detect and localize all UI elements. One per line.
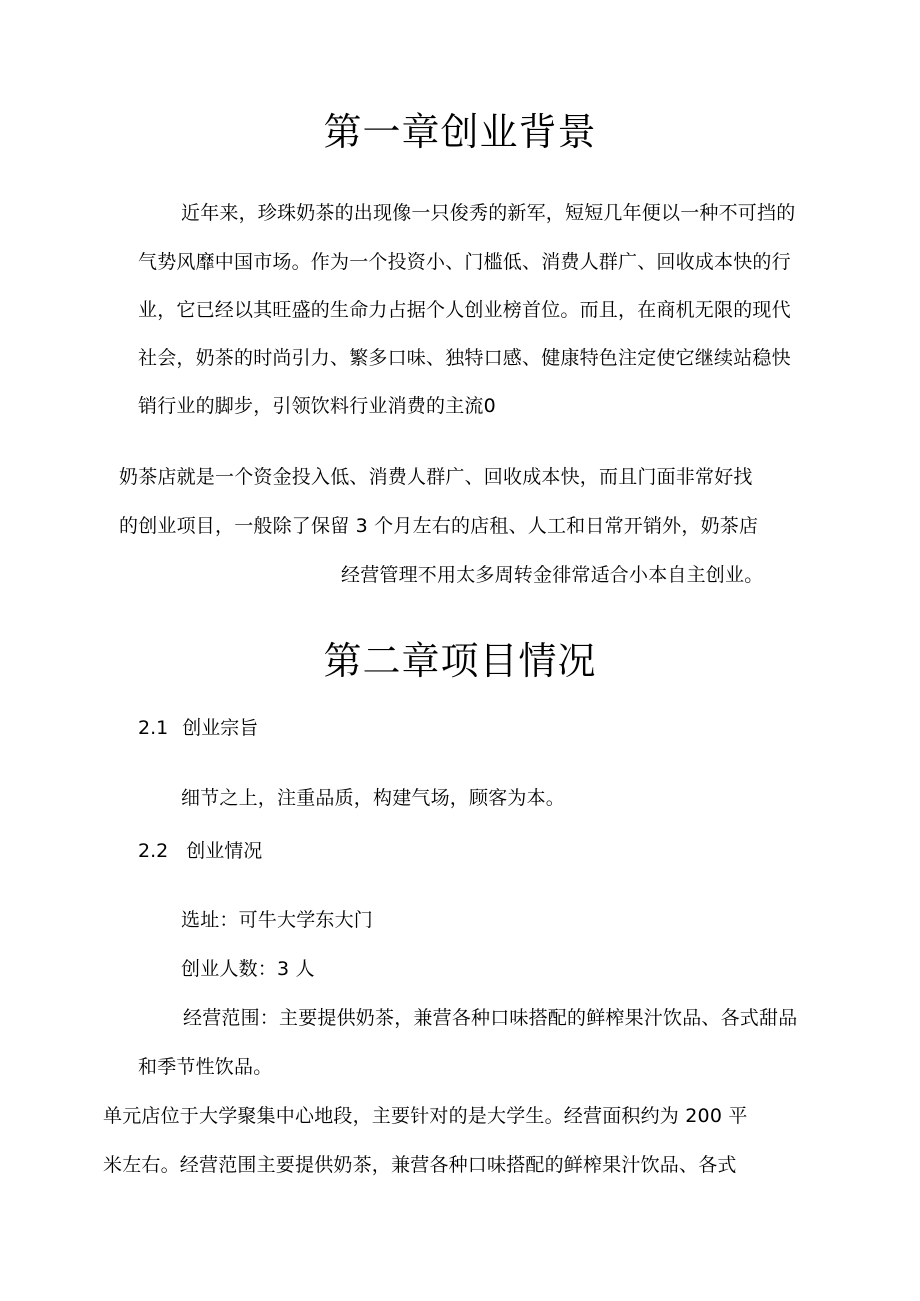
scope-line-2: 和季节性饮品。: [138, 1056, 273, 1078]
section-number: 2.1: [138, 717, 169, 739]
site-text: 选址：可牛大学东大门: [181, 909, 374, 931]
chapter-1-para-2-line-1: 奶茶店就是一个资金投入低、消费人群广、回收成本快，而且门面非常好找: [119, 466, 753, 488]
section-title: 创业宗旨: [182, 717, 259, 739]
unit-para-line-1: 单元店位于大学聚集中心地段，主要针对的是大学生。经营面积约为 200 平: [103, 1105, 748, 1127]
chapter-1-para-2-line-2: 的创业项目，一般除了保留 3 个月左右的店租、人工和日常开销外，奶茶店: [119, 515, 759, 537]
section-number: 2.2: [138, 840, 169, 862]
chapter-1-para-1-line-4: 社会，奶茶的时尚引力、繁多口味、独特口感、健康特色注定使它继续站稳快: [138, 347, 791, 369]
chapter-2-title: 第二章项目情况: [323, 639, 597, 683]
scope-line-1: 经营范围：主要提供奶茶，兼营各种口味搭配的鲜榨果汁饮品、各式甜品: [183, 1007, 798, 1029]
chapter-1-para-1-line-1: 近年来，珍珠奶茶的出现像一只俊秀的新军，短短几年便以一种不可挡的: [181, 202, 796, 224]
chapter-1-para-1-line-3: 业，它已经以其旺盛的生命力占据个人创业榜首位。而且，在商机无限的现代: [138, 299, 791, 321]
mission-text: 细节之上，注重品质，构建气场，顾客为本。: [181, 787, 566, 809]
section-2-2-heading: [138, 839, 262, 863]
chapter-1-para-1-line-2: 气势风靡中国市场。作为一个投资小、门槛低、消费人群广、回收成本快的行: [138, 251, 791, 273]
unit-para-line-2: 米左右。经营范围主要提供奶茶，兼营各种口味搭配的鲜榨果汁饮品、各式: [103, 1154, 737, 1176]
section-title: 创业情况: [186, 840, 263, 862]
chapter-1-title: 第一章创业背景: [323, 110, 597, 154]
chapter-1-para-2-line-3: 经营管理不用太多周转金徘常适合小本自主创业。: [341, 564, 764, 586]
staff-text: 创业人数：3 人: [181, 958, 315, 980]
chapter-1-para-1-line-5: 销行业的脚步，引领饮料行业消费的主流0: [138, 395, 496, 417]
section-2-1-heading: [138, 716, 258, 740]
